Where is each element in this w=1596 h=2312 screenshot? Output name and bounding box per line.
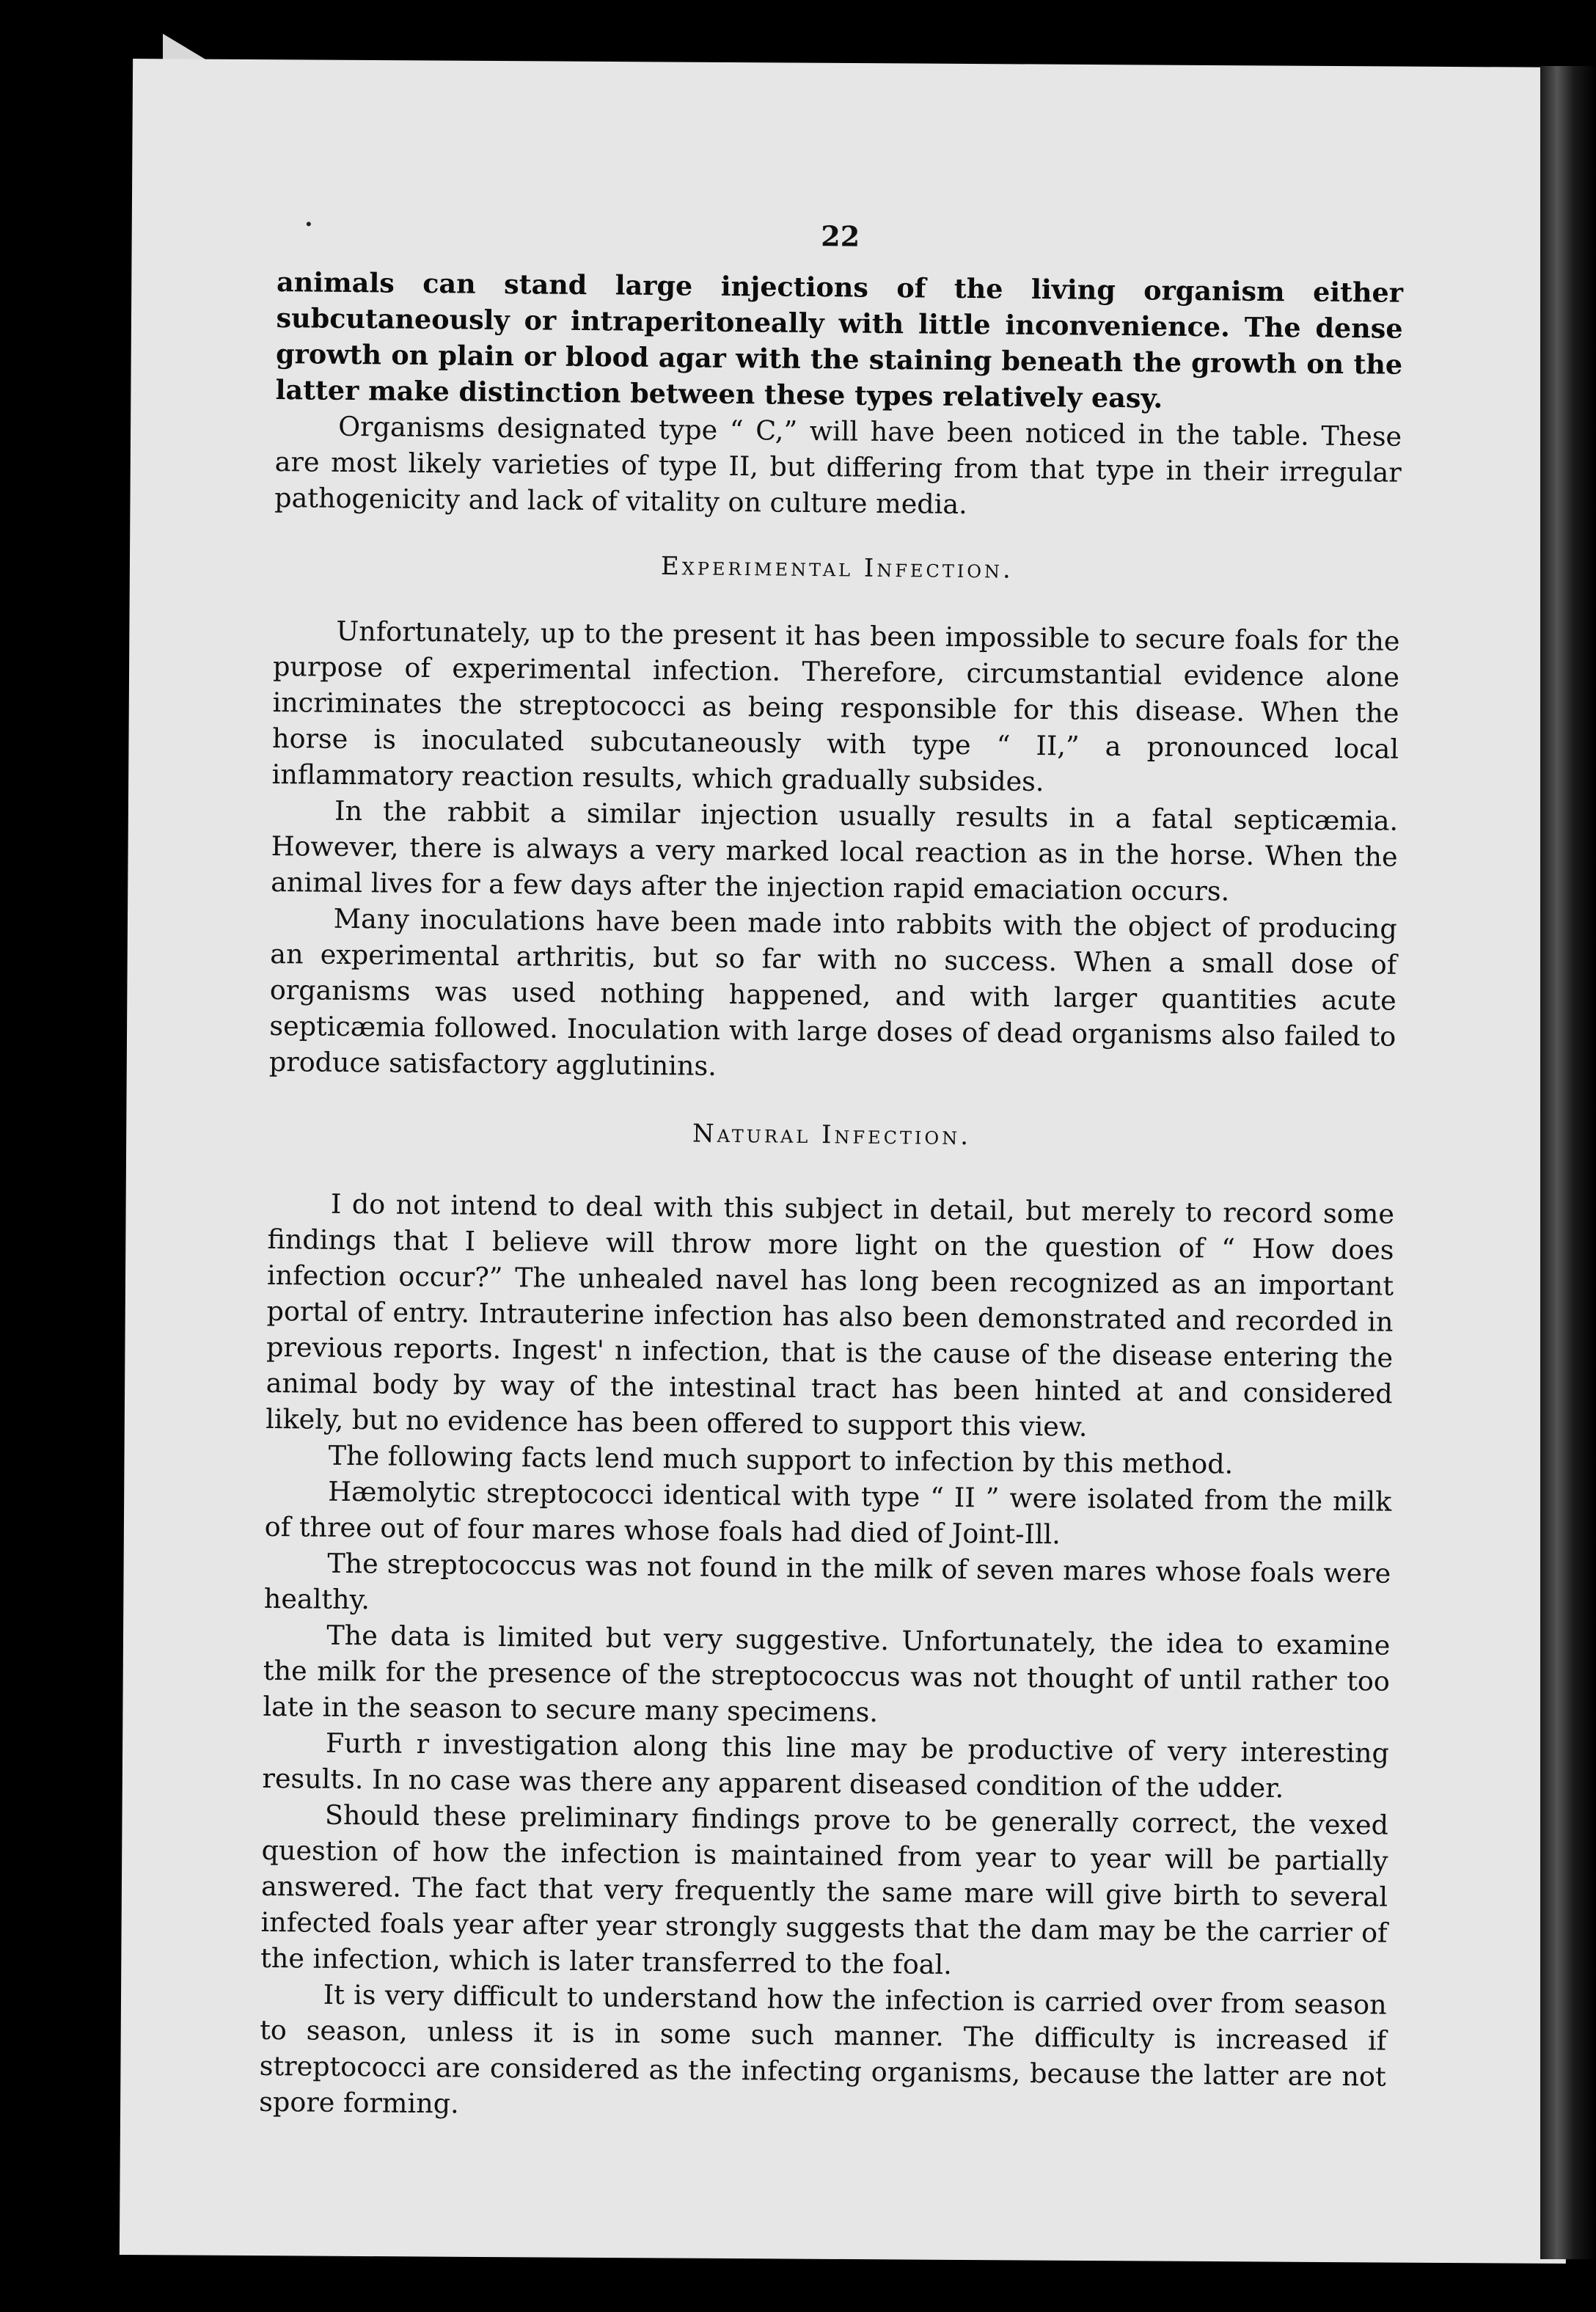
- paragraph: Many inoculations have been made into rabbits with the object of producing an experimental arthritis, but so far with no success. When a small dose of organisms was used nothing happened, and with larger quantities acute septicæmia followed. Inoculation with large doses of dead organisms also failed to produce satisfactory agglutinins.: [268, 902, 1397, 1082]
- paragraph: I do not intend to deal with this subject in detail, but merely to record some findings that I believe will throw more light on the question of “ How does infection occur?” The unhealed navel has long been recognized as an important portal of entry. Intrauterine infection has also been demonstrated and recorded in previous reports. Ingest' n infection, that is the cause of the disease entering the animal body by way of the intestinal tract has been hinted at and considered likely, but no evidence has been offered to support this view.: [266, 1188, 1395, 1443]
- stray-dot: [307, 222, 311, 226]
- paragraph: Unfortunately, up to the present it has been impossible to secure foals for the purpose of experimental infection. Therefore, circumstantial evidence alone incriminates the streptococci as being responsible for this disease. When the horse is inoculated subcutaneously with type “ II,” a pronounced local inflammatory reaction results, which gradually subsides.: [271, 615, 1400, 798]
- paragraph: The data is limited but very suggestive. Unfortunately, the idea to examine the milk for the presence of the streptococcus was not thought of until rather too late in the season to secure many specimens.: [263, 1619, 1391, 1728]
- paragraph: The streptococcus was not found in the milk of seven mares whose foals were healthy.: [263, 1547, 1391, 1616]
- paragraph: In the rabbit a similar injection usually results in a fatal septicæmia. However, there is always a very marked local reaction as in the horse. When the animal lives for a few days after the injection rapid emaciation occurs.: [271, 794, 1399, 907]
- section-heading-experimental-infection: Experimental Infection.: [660, 552, 1014, 585]
- page-content: [259, 213, 1404, 2131]
- paragraph-intro-1: animals can stand large injections of the living organism either subcutaneously or intraperitoneally with little inconvenience. The dense growth on plain or blood agar with the staining beneath the growth on the latter make distinction between these types relatively easy.: [275, 266, 1404, 414]
- page-number: 22: [821, 219, 860, 253]
- paragraph: Hæmolytic streptococci identical with type “ II ” were isolated from the milk of three out of four mares whose foals had died of Joint-Ill.: [264, 1475, 1392, 1551]
- binding-edge: [1540, 66, 1596, 2259]
- paragraph: It is very difficult to understand how the infection is carried over from season to season, unless it is in some such manner. The difficulty is increased if streptococci are considered as the infecting organisms, because the latter are not spore forming.: [259, 1978, 1387, 2120]
- paragraph-intro-2: Organisms designated type “ C,” will have been noticed in the table. These are most likely varieties of type II, but differing from that type in their irregular pathogenicity and lack of vitality on culture media.: [274, 410, 1402, 521]
- paragraph: The following facts lend much support to infection by this method.: [328, 1439, 1234, 1480]
- paragraph: Should these preliminary findings prove to be generally correct, the vexed question of how the infection is maintained from year to year will be partially answered. The fact that very frequently the same mare will give birth to several infected foals year after year strongly suggests that the dam may be the carrier of the infection, which is later transferred to the foal.: [260, 1799, 1389, 1980]
- paragraph: Furth r investigation along this line may be productive of very interesting results. In no case was there any apparent diseased condition of the udder.: [262, 1727, 1390, 1804]
- section-heading-natural-infection: Natural Infection.: [692, 1119, 972, 1152]
